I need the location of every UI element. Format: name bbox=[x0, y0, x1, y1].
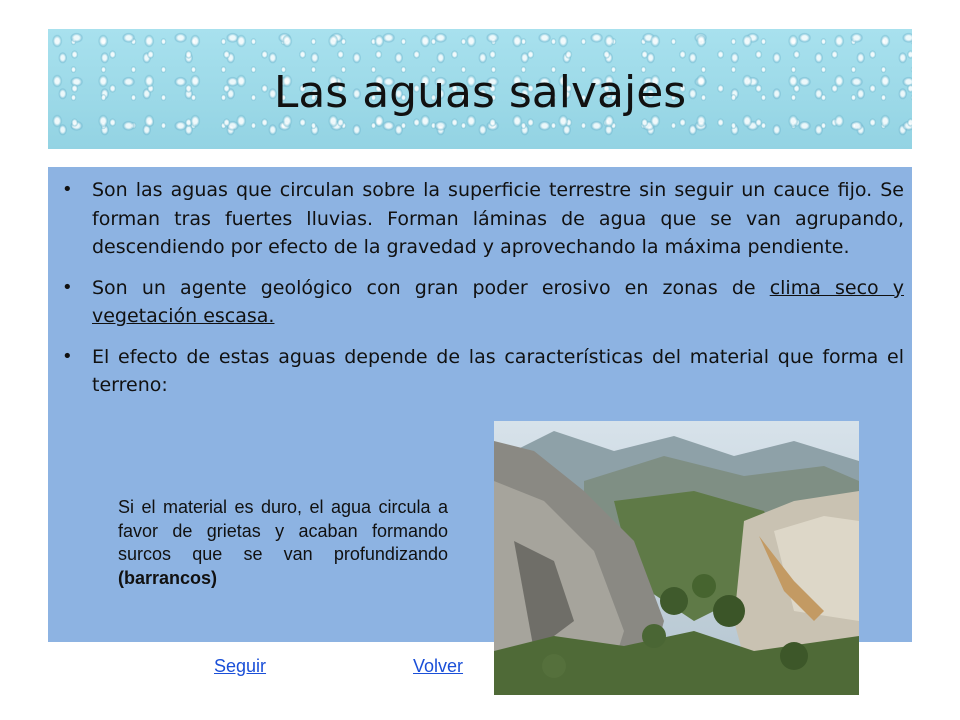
note-text: Si el material es duro, el agua circula a favor de grietas y acaban formando surcos que se van profundizando bbox=[118, 497, 448, 564]
bullet-dot: • bbox=[62, 345, 73, 367]
title-banner bbox=[48, 29, 912, 149]
hard-material-note bbox=[118, 496, 448, 590]
bullet-item bbox=[62, 176, 904, 262]
bullet-item bbox=[62, 343, 904, 400]
bullet-item bbox=[62, 274, 904, 331]
canyon-illustration bbox=[494, 421, 859, 695]
bullet-list bbox=[62, 176, 904, 412]
back-link[interactable]: Volver bbox=[413, 656, 464, 676]
bullet-dot: • bbox=[62, 179, 73, 200]
bullet-text: Son las aguas que circulan sobre la superficie terrestre sin seguir un cauce fijo. Se forman tras fuertes lluvias. Forman láminas de agua que se van agrupando, descendiendo por efecto de la gravedad y aprovechando la máxima pendiente. bbox=[92, 179, 904, 258]
note-bold-term: (barrancos) bbox=[118, 567, 218, 588]
canyon-photo bbox=[494, 421, 859, 695]
underlined-phrase: clima seco y vegetación escasa. bbox=[92, 276, 904, 327]
bullet-dot: • bbox=[62, 276, 73, 298]
next-link[interactable]: Seguir bbox=[214, 656, 267, 676]
slide-title: Las aguas salvajes bbox=[273, 66, 687, 118]
bullet-text: El efecto de estas aguas depende de las características del material que forma el terreno: bbox=[92, 345, 904, 396]
bullet-text: Son un agente geológico con gran poder erosivo en zonas de bbox=[92, 276, 770, 299]
